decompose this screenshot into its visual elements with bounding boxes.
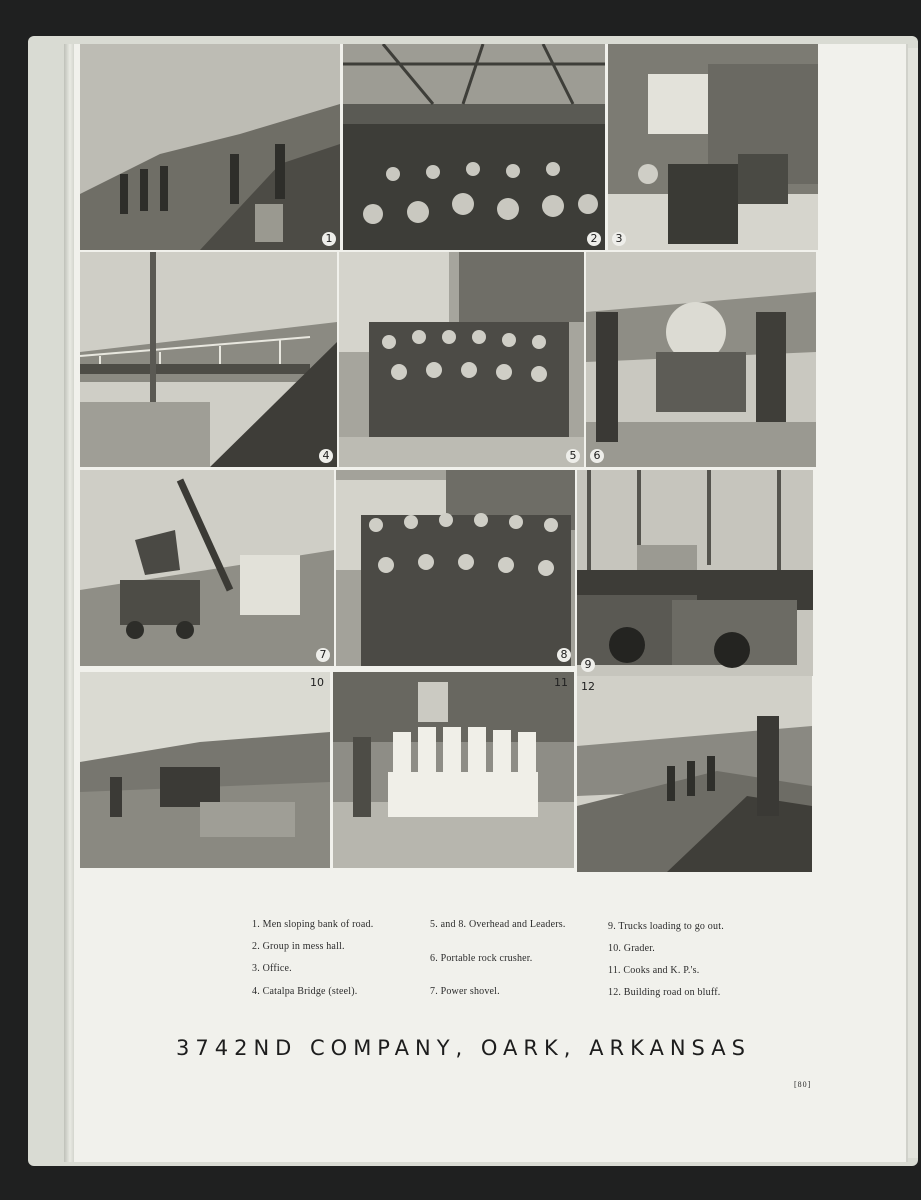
caption-12: 12. Building road on bluff. — [608, 987, 721, 998]
caption-6: 6. Portable rock crusher. — [430, 953, 533, 964]
page-edge — [906, 48, 918, 1158]
photo-3-office — [608, 44, 818, 250]
caption-4: 4. Catalpa Bridge (steel). — [252, 986, 358, 997]
caption-5-8: 5. and 8. Overhead and Leaders. — [430, 919, 566, 930]
photo-6-rock-crusher — [586, 252, 816, 467]
page-number: [80] — [794, 1080, 812, 1089]
photo-2-mess-hall — [343, 44, 605, 250]
photo-4-catalpa-bridge — [80, 252, 337, 467]
photo-number-5: 5 — [566, 449, 580, 463]
photo-number-2: 2 — [587, 232, 601, 246]
caption-1: 1. Men sloping bank of road. — [252, 919, 374, 930]
photo-number-4: 4 — [319, 449, 333, 463]
photo-number-3: 3 — [612, 232, 626, 246]
photo-8-leaders-group — [336, 470, 575, 666]
photo-11-cooks-kps — [333, 672, 574, 868]
photo-number-6: 6 — [590, 449, 604, 463]
photo-number-1: 1 — [322, 232, 336, 246]
photo-9-trucks-loading — [577, 470, 813, 676]
photo-1-road-bank — [80, 44, 340, 250]
caption-3: 3. Office. — [252, 963, 292, 974]
photo-number-7: 7 — [316, 648, 330, 662]
photo-10-grader — [80, 672, 330, 868]
photo-5-overhead-group — [339, 252, 584, 467]
photo-7-power-shovel — [80, 470, 334, 666]
photo-number-10: 10 — [310, 676, 324, 689]
caption-9: 9. Trucks loading to go out. — [608, 921, 724, 932]
photo-number-8: 8 — [557, 648, 571, 662]
caption-11: 11. Cooks and K. P.'s. — [608, 965, 700, 976]
photo-number-11: 11 — [554, 676, 568, 689]
caption-10: 10. Grader. — [608, 943, 655, 954]
caption-2: 2. Group in mess hall. — [252, 941, 345, 952]
caption-7: 7. Power shovel. — [430, 986, 500, 997]
photo-12-road-on-bluff — [577, 676, 812, 872]
page-title: 3742ND COMPANY, OARK, ARKANSAS — [176, 1036, 751, 1060]
photo-number-9: 9 — [581, 658, 595, 672]
photo-number-12: 12 — [581, 680, 595, 693]
